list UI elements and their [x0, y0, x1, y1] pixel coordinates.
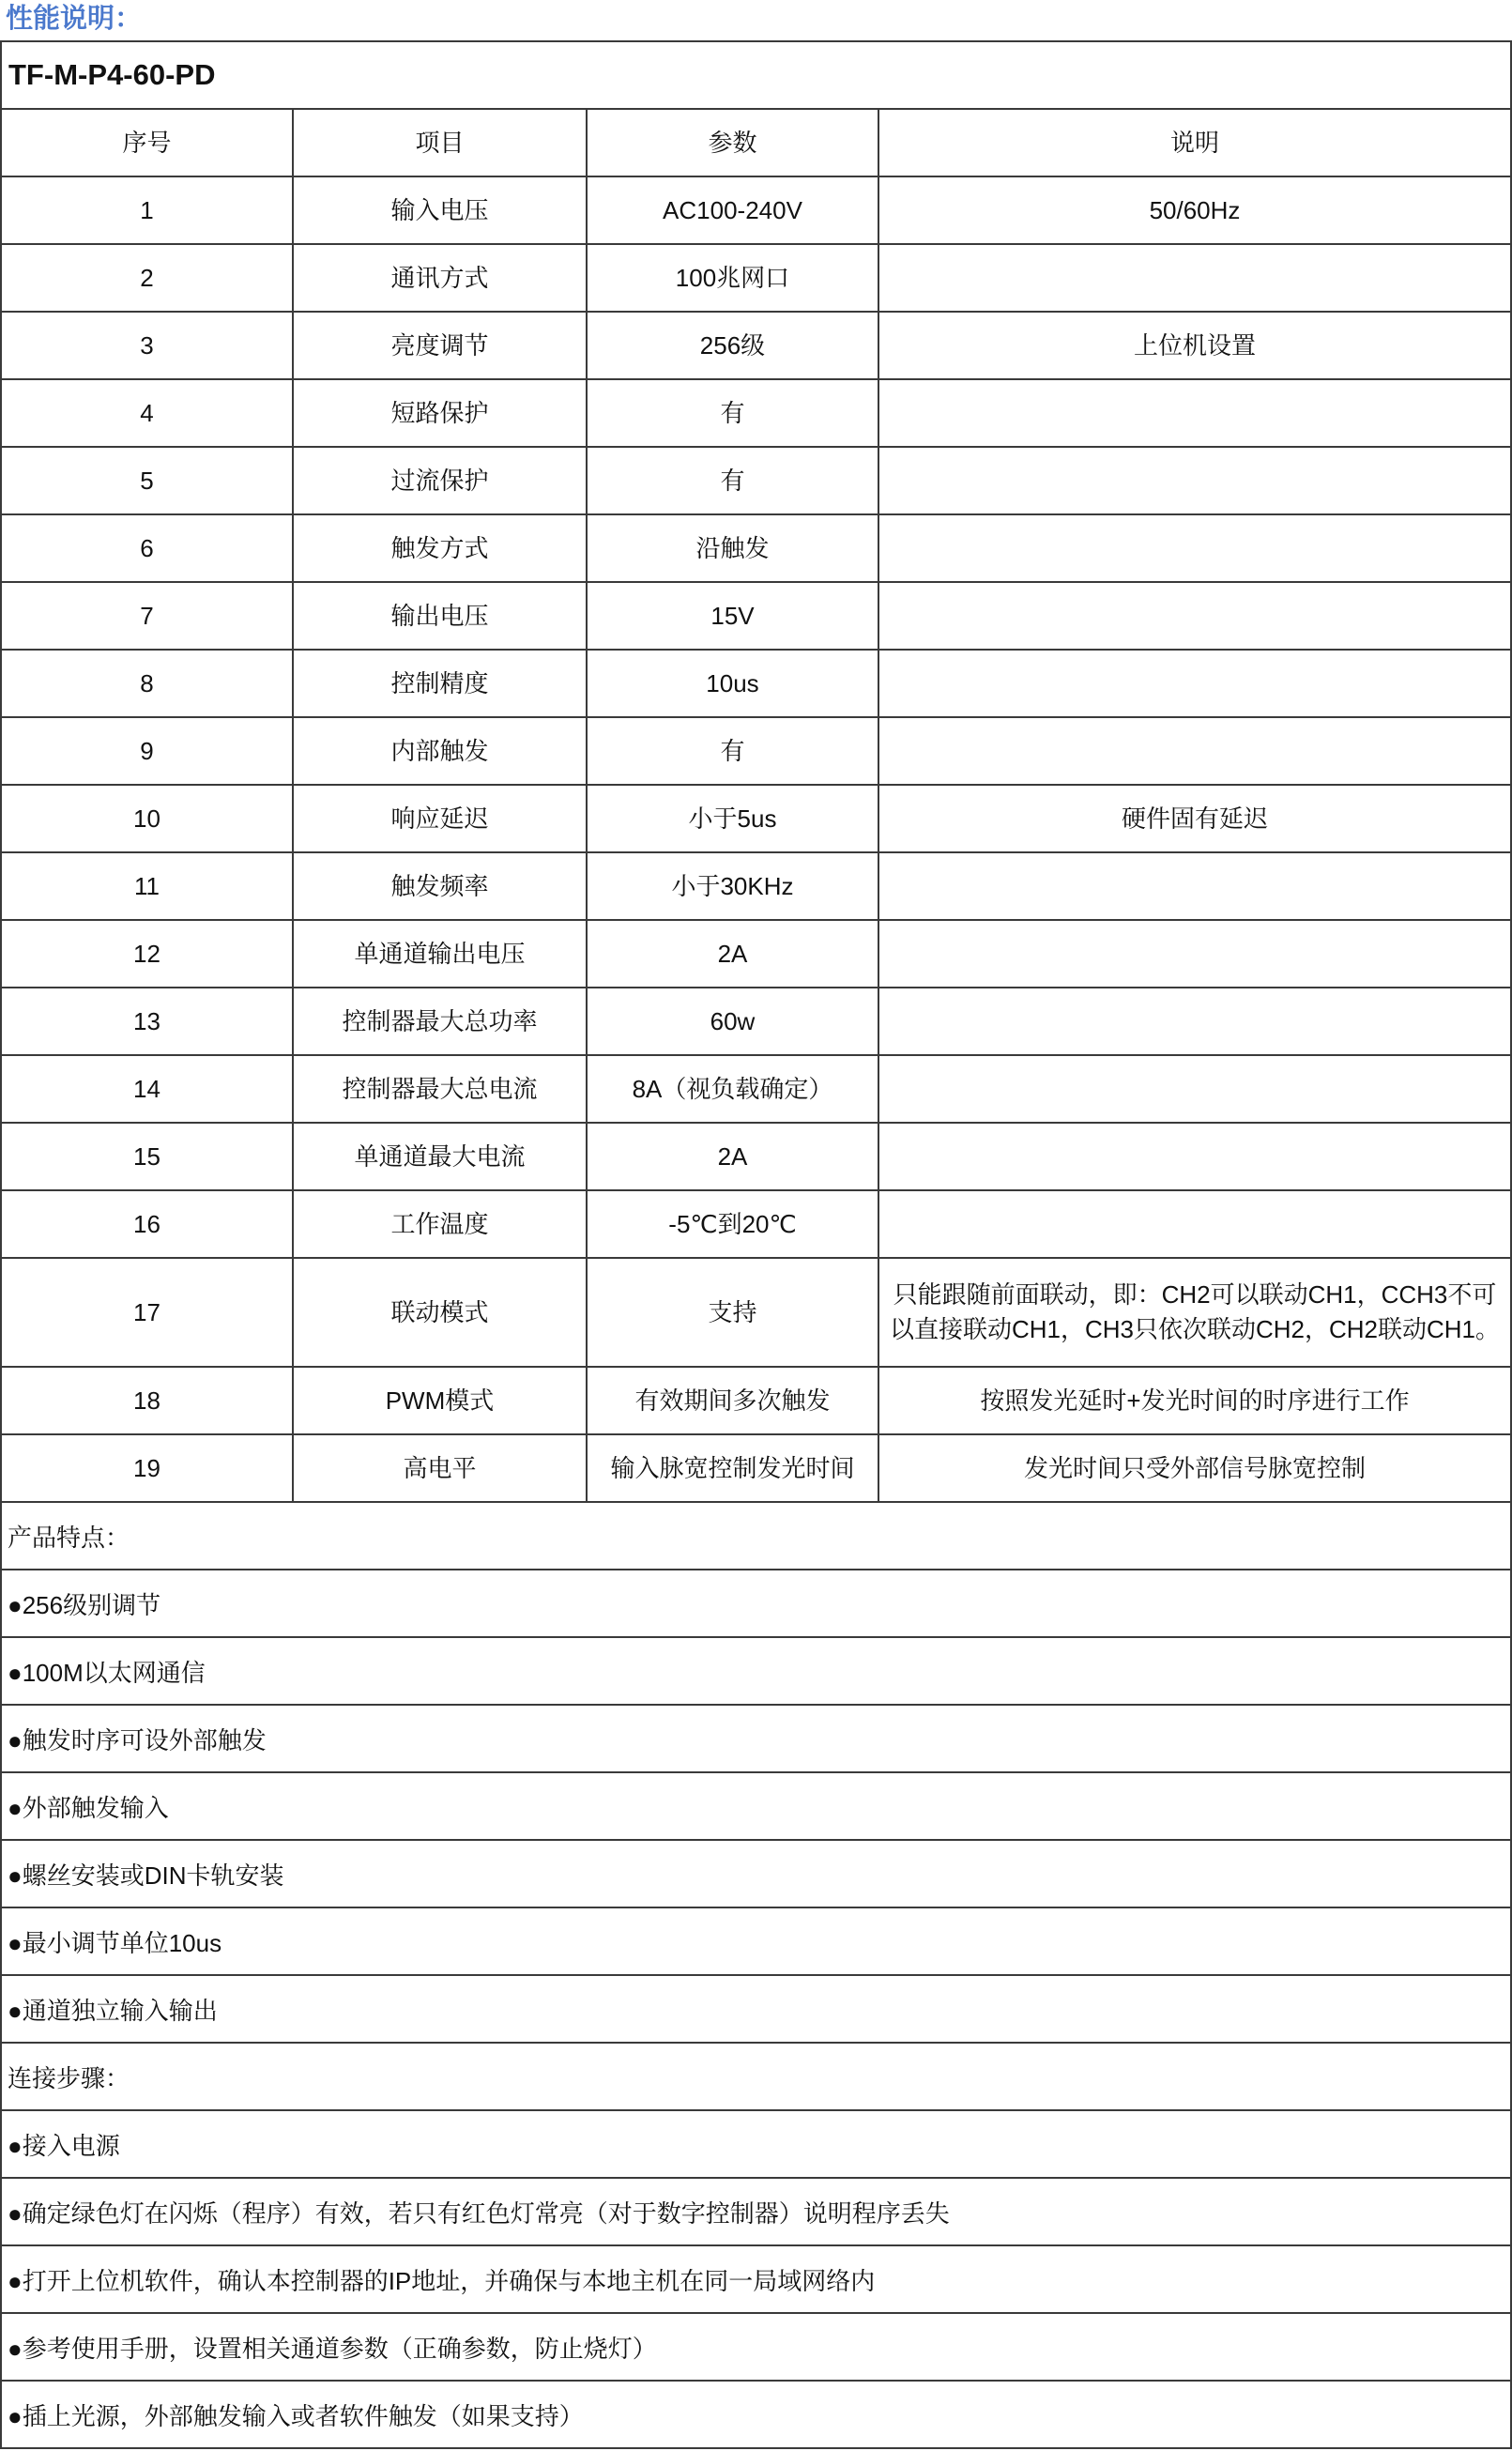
cell-index: 19	[2, 1435, 294, 1501]
step-item: ●接入电源	[2, 2111, 1510, 2179]
table-row	[2, 1368, 1510, 1435]
cell-index: 13	[2, 988, 294, 1054]
feature-item: ●螺丝安装或DIN卡轨安装	[2, 1841, 1510, 1908]
cell-param: 有	[588, 380, 879, 446]
table-row	[2, 1259, 1510, 1368]
table-header-row	[2, 110, 1510, 177]
cell-note	[879, 583, 1510, 649]
cell-param: -5℃到20℃	[588, 1191, 879, 1257]
cell-item: 单通道最大电流	[294, 1124, 588, 1189]
cell-item: 单通道输出电压	[294, 921, 588, 987]
cell-item: 内部触发	[294, 718, 588, 784]
cell-item: 输入电压	[294, 177, 588, 243]
cell-item: 控制器最大总功率	[294, 988, 588, 1054]
cell-param: 60w	[588, 988, 879, 1054]
cell-item: 工作温度	[294, 1191, 588, 1257]
cell-index: 9	[2, 718, 294, 784]
cell-index: 17	[2, 1259, 294, 1366]
cell-index: 6	[2, 515, 294, 581]
cell-item: 联动模式	[294, 1259, 588, 1366]
cell-param: 有效期间多次触发	[588, 1368, 879, 1433]
cell-index: 10	[2, 786, 294, 851]
cell-index: 1	[2, 177, 294, 243]
cell-item: 触发方式	[294, 515, 588, 581]
cell-item: 响应延迟	[294, 786, 588, 851]
step-item: ●打开上位机软件，确认本控制器的IP地址，并确保与本地主机在同一局域网络内	[2, 2246, 1510, 2314]
cell-param: AC100-240V	[588, 177, 879, 243]
cell-note	[879, 921, 1510, 987]
table-row	[2, 448, 1510, 515]
cell-param: 100兆网口	[588, 245, 879, 311]
cell-item: 高电平	[294, 1435, 588, 1501]
cell-note	[879, 380, 1510, 446]
cell-index: 15	[2, 1124, 294, 1189]
table-row	[2, 245, 1510, 313]
table-row	[2, 583, 1510, 651]
cell-item: 触发频率	[294, 853, 588, 919]
cell-note: 50/60Hz	[1149, 195, 1241, 224]
table-row	[2, 786, 1510, 853]
cell-item: 输出电压	[294, 583, 588, 649]
cell-note	[879, 515, 1510, 581]
cell-note	[879, 1056, 1510, 1122]
cell-param: 8A（视负载确定）	[588, 1056, 879, 1122]
table-row	[2, 177, 1510, 245]
table-row	[2, 1435, 1510, 1503]
cell-note: 硬件固有延迟	[1121, 804, 1268, 833]
header-note: 说明	[1169, 128, 1219, 157]
feature-item: ●最小调节单位10us	[2, 1908, 1510, 1976]
cell-param: 256级	[588, 313, 879, 378]
table-row	[2, 380, 1510, 448]
cell-index: 4	[2, 380, 294, 446]
table-row	[2, 1191, 1510, 1259]
table-row	[2, 718, 1510, 786]
cell-param: 支持	[588, 1259, 879, 1366]
cell-index: 5	[2, 448, 294, 513]
table-row	[2, 1124, 1510, 1191]
cell-item: 短路保护	[294, 380, 588, 446]
table-row	[2, 1056, 1510, 1124]
step-item: ●确定绿色灯在闪烁（程序）有效，若只有红色灯常亮（对于数字控制器）说明程序丢失	[2, 2179, 1510, 2246]
cell-index: 11	[2, 853, 294, 919]
cell-note	[879, 988, 1510, 1054]
cell-param: 沿触发	[588, 515, 879, 581]
step-item: ●参考使用手册，设置相关通道参数（正确参数，防止烧灯）	[2, 2314, 1510, 2382]
cell-note: 按照发光延时+发光时间的时序进行工作	[980, 1386, 1410, 1415]
cell-param: 小于5us	[588, 786, 879, 851]
table-row	[2, 313, 1510, 380]
cell-item: 过流保护	[294, 448, 588, 513]
cell-note	[879, 718, 1510, 784]
cell-param: 有	[588, 448, 879, 513]
model-title-row: TF-M-P4-60-PD	[2, 42, 1510, 110]
cell-note	[879, 853, 1510, 919]
cell-param: 小于30KHz	[588, 853, 879, 919]
section-title: 性能说明：	[6, 4, 143, 34]
cell-item: 控制精度	[294, 651, 588, 716]
cell-note: 只能跟随前面联动，即：CH2可以联动CH1，CCH3不可以直接联动CH1，CH3只依次联动CH2，CH2联动CH1。	[889, 1280, 1501, 1343]
cell-param: 有	[588, 718, 879, 784]
cell-index: 7	[2, 583, 294, 649]
table-row	[2, 921, 1510, 988]
header-item: 项目	[294, 110, 588, 176]
cell-param: 10us	[588, 651, 879, 716]
cell-note	[879, 651, 1510, 716]
feature-item: ●触发时序可设外部触发	[2, 1706, 1510, 1773]
cell-index: 3	[2, 313, 294, 378]
feature-item: ●通道独立输入输出	[2, 1976, 1510, 2044]
cell-param: 输入脉宽控制发光时间	[588, 1435, 879, 1501]
header-index: 序号	[2, 110, 294, 176]
table-row	[2, 515, 1510, 583]
table-row	[2, 853, 1510, 921]
cell-item: 亮度调节	[294, 313, 588, 378]
features-heading: 产品特点：	[2, 1503, 1510, 1570]
table-row	[2, 651, 1510, 718]
cell-index: 18	[2, 1368, 294, 1433]
cell-item: 通讯方式	[294, 245, 588, 311]
cell-item: PWM模式	[294, 1368, 588, 1433]
header-param: 参数	[588, 110, 879, 176]
cell-index: 14	[2, 1056, 294, 1122]
step-item: ●插上光源，外部触发输入或者软件触发（如果支持）	[2, 2382, 1510, 2449]
cell-note	[879, 448, 1510, 513]
cell-param: 2A	[588, 921, 879, 987]
cell-note	[879, 245, 1510, 311]
spec-table	[0, 40, 1512, 2449]
cell-note: 发光时间只受外部信号脉宽控制	[1023, 1453, 1366, 1482]
cell-note	[879, 1191, 1510, 1257]
feature-item: ●256级别调节	[2, 1570, 1510, 1638]
steps-heading: 连接步骤：	[2, 2044, 1510, 2111]
table-row	[2, 988, 1510, 1056]
cell-item: 控制器最大总电流	[294, 1056, 588, 1122]
cell-index: 12	[2, 921, 294, 987]
cell-param: 2A	[588, 1124, 879, 1189]
cell-index: 16	[2, 1191, 294, 1257]
cell-index: 2	[2, 245, 294, 311]
cell-param: 15V	[588, 583, 879, 649]
feature-item: ●外部触发输入	[2, 1773, 1510, 1841]
cell-note: 上位机设置	[1133, 330, 1256, 360]
cell-index: 8	[2, 651, 294, 716]
feature-item: ●100M以太网通信	[2, 1638, 1510, 1706]
cell-note	[879, 1124, 1510, 1189]
